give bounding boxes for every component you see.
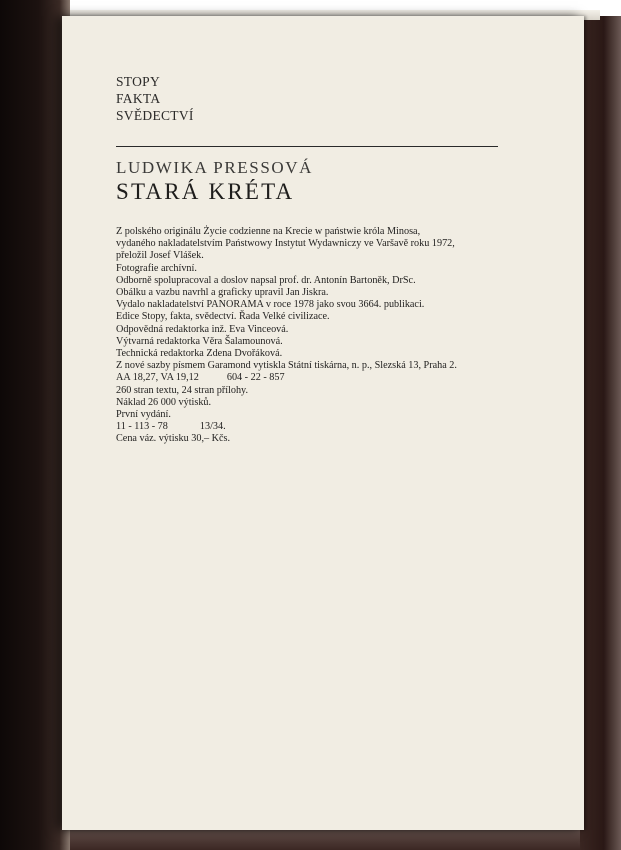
- imprint-line: Odborně spolupracoval a doslov napsal prof. dr. Antonín Bartoněk, DrSc.: [116, 274, 416, 286]
- series-name: [116, 73, 194, 124]
- author-name: LUDWIKA PRESSOVÁ: [116, 158, 314, 177]
- imprint-line: Z polského originálu Życie codzienne na Krecie w państwie króla Minosa,: [116, 226, 421, 237]
- imprint-line: Z nové sazby písmem Garamond vytiskla Státní tiskárna, n. p., Slezská 13, Praha 2.: [116, 360, 457, 372]
- catalog-group: 13/34.: [199, 421, 226, 433]
- price-line: Cena váz. výtisku 30,– Kčs.: [116, 433, 231, 445]
- imprint-page: [62, 16, 584, 830]
- series-line: FAKTA: [116, 91, 161, 106]
- imprint-line: Náklad 26 000 výtisků.: [116, 396, 212, 408]
- series-line: SVĚDECTVÍ: [116, 108, 194, 123]
- print-sheets: AA 18,27, VA 19,12: [116, 372, 199, 384]
- imprint-line: Technická redaktorka Zdena Dvořáková.: [116, 348, 283, 360]
- catalog-code-line: [116, 421, 516, 433]
- print-sheets-line: [116, 372, 516, 384]
- book-spine-shadow: [0, 0, 70, 850]
- imprint-line: Odpovědná redaktorka inž. Eva Vinceová.: [116, 323, 289, 335]
- imprint-line: vydaného nakladatelstvím Państwowy Instytut Wydawniczy ve Varšavě roku 1972,: [116, 238, 455, 250]
- imprint-line: Obálku a vazbu navrhl a graficky upravil Jan Jiskra.: [116, 287, 329, 299]
- imprint-line: Edice Stopy, fakta, svědectví. Řada Velké civilizace.: [116, 311, 330, 323]
- publication-code: 604 - 22 - 857: [226, 372, 285, 384]
- imprint-line: přeložil Josef Vlášek.: [116, 250, 204, 262]
- horizontal-rule: [116, 146, 498, 147]
- imprint-line: Vydalo nakladatelství PANORAMA v roce 1978 jako svou 3664. publikaci.: [116, 299, 425, 311]
- book-cover-edge: [578, 16, 621, 850]
- series-line: STOPY: [116, 74, 161, 89]
- book-title: STARÁ KRÉTA: [116, 179, 295, 204]
- imprint-line: 260 stran textu, 24 stran přílohy.: [116, 384, 249, 396]
- imprint-line: Fotografie archívní.: [116, 262, 197, 274]
- imprint-block: [116, 226, 516, 446]
- catalog-code: 11 - 113 - 78: [116, 421, 168, 433]
- imprint-line: Výtvarná redaktorka Věra Šalamounová.: [116, 335, 283, 347]
- imprint-line: První vydání.: [116, 409, 171, 421]
